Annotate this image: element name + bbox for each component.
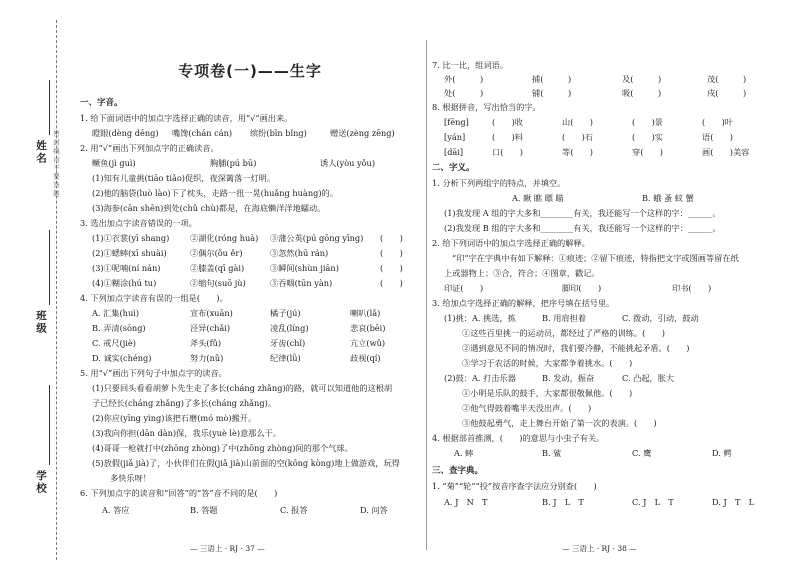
q1-item[interactable]: 赠送(zèng zēng) [330,128,395,138]
q7-blank[interactable]: 戍( ) [707,88,747,98]
q5-sentence-5[interactable]: (5)放假(jiǎ jià)了，小伙伴们在假(jiǎ jià)山前面的空(kōng kòng)地上做游戏，玩得 [92,458,400,468]
z2-blank[interactable]: 脚印( ) [562,283,602,293]
q4-option: 悲哀(bēi) [350,323,386,333]
section-dictionary: 三、查字典。 [432,466,484,476]
q8-blank[interactable]: 语( ) [702,132,733,142]
q3-option: (2)①蟋蟀(xī shuài) [92,248,167,258]
q1-item[interactable]: 瞪眼(dèng dēng) [92,128,159,138]
zy-question-4: 4. 根据部首推测，( )的意思与小虫子有关。 [432,433,605,443]
q6-option-b[interactable]: B. 答题 [190,505,218,515]
z1-group-b: B. 蛾 蚤 蚊 蟹 [642,193,694,203]
page-number-right: — 三语上 · RJ · 38 — [562,544,637,553]
q8-blank[interactable]: 穿( ) [632,147,663,157]
dict-question-1: 1. “菊”“轮”“投”按音序查字法应分别查( ) [432,481,597,491]
exam-title: 专项卷(一)——生字 [178,62,322,80]
q4-option: B. 弄清(sōng) [92,323,146,333]
q5-sentence-1-cont[interactable]: 子已经长(cháng zhǎng)了多长(cháng zhǎng)。 [92,398,276,408]
q2-sentence-3[interactable]: (3)海参(cān shēn)到处(chǔ chù)都是，在海底懒洋洋地蠕动。 [92,203,326,213]
q3-answer-blank[interactable]: ( ) [380,278,403,288]
q4-option: 歧视(qí) [350,353,381,363]
zy-question-1: 1. 分析下列两组字的特点，并填空。 [432,178,566,188]
q2-sentence-2[interactable]: (2)他的脑袋(luò lào)下了枕头，走路一扭一晃(huǎng huàng)的。 [92,188,338,198]
q5-sentence-2[interactable]: (2)你应(yīng yìng)该把石磨(mó mò)搬开。 [92,413,257,423]
q3-answer-blank[interactable]: ( ) [380,263,403,273]
cut-line [56,20,57,560]
school-fill-line [49,385,50,465]
z2-definition-2: 上或器物上；③合，符合；④图章，戳记。 [444,268,600,278]
question-6: 6. 下列加点字的读音和“回答”的“答”音不同的是( ) [80,488,278,498]
name-fill-line [49,80,50,135]
q4-option: 努力(nǔ) [190,353,224,363]
z2-blank[interactable]: 印证( ) [444,283,484,293]
pinyin-label: [yán] [444,132,466,142]
q2-item[interactable]: 鳜鱼(jì guì) [92,158,136,168]
question-5: 5. 用“√”画出下列句子中加点字的读音。 [80,368,227,378]
q4-option: 牙齿(chǐ) [270,338,306,348]
q3-option: (3)①呢喃(ní nán) [92,263,161,273]
z3-sentence-4[interactable]: ①小明是乐队的鼓手，大家都很敬佩他。( ) [462,388,633,398]
z1-group-a: A. 瞅 瞧 瞟 瞄 [512,193,564,203]
q7-blank[interactable]: 吸( ) [622,88,662,98]
q3-option: ③瞬间(shùn jiān) [270,263,339,273]
z3-sentence-1[interactable]: ①这些百里挑一的运动员，都经过了严格的训练。( ) [462,328,665,338]
q5-sentence-3[interactable]: (3)我向你担(dān dàn)保，我乐(yuè lè)意那么干。 [92,428,282,438]
q5-sentence-5-cont[interactable]: 多快乐呀！ [110,473,151,483]
z3-meaning: C. 拨动，引动，鼓动 [622,313,699,323]
question-3: 3. 选出加点字读音错误的一项。 [80,218,197,228]
q3-option: (4)①糊涂(hú tu) [92,278,157,288]
z4-option-d[interactable]: D. 鳄 [712,448,732,458]
q4-option: 亢立(wǔ) [350,338,386,348]
q3-option: (1)①衣裳(yī shang) [92,233,170,243]
q8-blank[interactable]: ( )实 [632,132,663,142]
q4-option: A. 汇集(huì) [92,308,140,318]
q3-option: ②湖化(róng huà) [190,233,259,243]
q1-item[interactable]: 缤纷(bīn bǐng) [250,128,307,138]
q6-option-c[interactable]: C. 报答 [280,505,308,515]
q6-option-d[interactable]: D. 问答 [360,505,388,515]
school-label: 学校 [35,470,47,495]
q2-sentence-1[interactable]: (1)知有儿童挑(tiāo tiǎo)促织，夜深篱落一灯明。 [92,173,276,183]
q4-option: 宣布(xuān) [190,308,233,318]
q8-blank[interactable]: 口( ) [492,147,523,157]
section-meaning: 二、字义。 [432,163,475,173]
zy-question-2: 2. 给下列词语中的加点字选择正确的解释。 [432,238,590,248]
section-pronunciation: 一、字音。 [80,98,123,108]
q2-item[interactable]: 诱人(yòu yǒu) [320,158,376,168]
c1-option-a[interactable]: A. J N T [444,497,488,507]
z2-blank[interactable]: 印书( ) [672,283,712,293]
q4-option: 凌乱(líng) [270,323,309,333]
question-8: 8. 根据拼音，写出恰当的字。 [432,102,541,112]
z2-definition-1: “印”字在字典中有如下解释：①痕迹；②留下痕迹，特指把文字或图画等留在纸 [452,253,739,263]
q1-item[interactable]: 嘴馋(chán cán) [172,128,233,138]
q8-blank[interactable]: ( )石 [562,132,593,142]
q7-blank[interactable]: 及( ) [622,74,662,84]
q8-blank[interactable]: 画( )美容 [702,147,750,157]
z4-option-c[interactable]: C. 鹰 [632,448,652,458]
z3-meaning: B. 用肩担着 [542,313,586,323]
q8-blank[interactable]: ( )料 [492,132,523,142]
q3-option: ③吞咽(tūn yàn) [270,278,333,288]
z3-meaning: B. 发动，振奋 [542,373,595,383]
z3-sentence-6[interactable]: ③他鼓起勇气，走上舞台开始了第一次的表演。( ) [462,418,657,428]
c1-option-c[interactable]: C. J L T [632,497,674,507]
q4-option: 喇叭(lǎ) [350,308,381,318]
q5-sentence-1[interactable]: (1)只要回头看看胡萝卜先生走了多长(cháng zhǎng)的路，就可以知道他的这根胡 [92,383,393,393]
c1-option-b[interactable]: B. J L T [542,497,584,507]
q2-item[interactable]: 胸脯(pú bū) [210,158,257,168]
q8-blank[interactable]: ( )叶 [702,117,733,127]
q4-option: 斧头(fǔ) [190,338,222,348]
page-number-left: — 三语上 · RJ · 37 — [190,544,265,553]
q4-option: 泾异(chǎi) [190,323,231,333]
z1-fill-b[interactable]: (2)我发现 B 组的字大多和________有关，我还能写一个这样的字：______。 [444,223,721,233]
z3-meaning: C. 凸起，胀大 [622,373,675,383]
q8-blank[interactable]: 等( ) [562,147,593,157]
z3-sentence-5[interactable]: ②他气得鼓着嘴半天没出声。( ) [462,403,592,413]
question-2: 2. 用“√”画出下列加点字的正确读音。 [80,143,219,153]
q8-blank[interactable]: ( )景 [632,117,663,127]
q3-option: ③蒲公英(pú gōng yīng) [270,233,364,243]
z3-meaning: (2)鼓：A. 打击乐器 [444,373,516,383]
q7-blank[interactable]: 茂( ) [707,74,747,84]
q7-blank[interactable]: 铺( ) [532,88,572,98]
q6-option-a[interactable]: A. 答应 [102,505,130,515]
q3-option: ②膝盖(qī gài) [190,263,245,273]
q5-sentence-4[interactable]: (4)哥哥一枪就打中(zhōng zhòng)了中(zhōng zhòng)间的那个气球。 [92,443,353,453]
z1-fill-a[interactable]: (1)我发现 A 组的字大多和________有关，我还能写一个这样的字：______。 [444,208,721,218]
z3-sentence-3[interactable]: ③学习于农活的时候，大家都争着挑水。( ) [462,358,633,368]
q8-blank[interactable]: 山( ) [562,117,593,127]
question-4: 4. 下列加点字读音有误的一组是( )。 [80,293,228,303]
q8-blank[interactable]: ( )收 [492,117,523,127]
q3-option: ②偶尔(ǒu ěr) [190,248,243,258]
q3-answer-blank[interactable]: ( ) [380,248,403,258]
q4-option: 纪律(lǜ) [270,353,301,363]
q7-blank[interactable]: 捕( ) [532,74,572,84]
q3-option: ②缩句(suō jù) [190,278,246,288]
page-37 [80,0,420,580]
z3-sentence-2[interactable]: ②遇到意见不同的情况时，我们要冷静，不能挑起矛盾。( ) [462,343,690,353]
zy-question-3: 3. 给加点字选择正确的解释，把序号填在括号里。 [432,298,615,308]
q3-answer-blank[interactable]: ( ) [380,233,403,243]
q3-option: ③忽然(hū rán) [270,248,329,258]
question-1: 1. 给下面词语中的加点字选择正确的读音，用“√”画出来。 [80,113,293,123]
class-label: 班级 [35,310,47,335]
page-38 [432,0,782,580]
cut-line-text: 密 封 线 内 不 要 答 题 [52,130,60,197]
page-divider [426,40,427,550]
class-fill-line [49,230,50,305]
q4-option: C. 戒尺(jiè) [92,338,136,348]
pinyin-label: [dāi] [444,147,464,157]
name-label: 姓名 [35,140,47,165]
question-7: 7. 比一比，组词语。 [432,60,508,70]
q7-blank[interactable]: 处( ) [444,88,484,98]
q4-option: 橘子(jú) [270,308,301,318]
c1-option-d[interactable]: D. J T L [712,497,755,507]
z4-option-b[interactable]: B. 鲨 [542,448,562,458]
pinyin-label: [fēng] [444,117,469,127]
q7-blank[interactable]: 外( ) [444,74,484,84]
z4-option-a[interactable]: A. 蟀 [454,448,474,458]
binding-strip [0,0,60,580]
q4-option: D. 诚实(chéng) [92,353,152,363]
z3-meaning: (1)挑：A. 挑选，拣 [444,313,516,323]
